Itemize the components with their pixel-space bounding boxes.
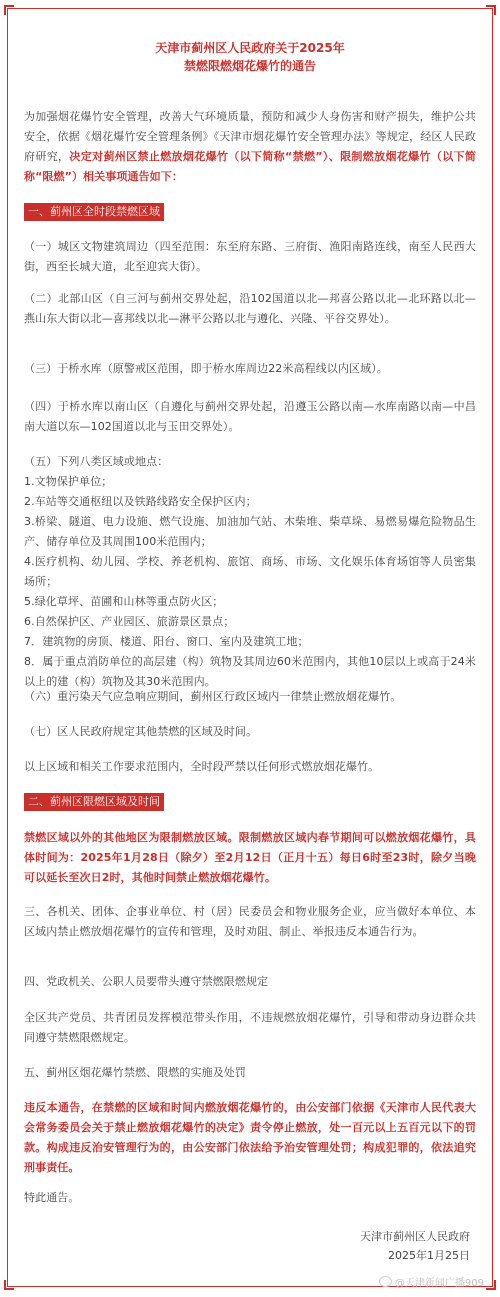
list-item: 2.车站等交通枢纽以及铁路线路安全保护区内； <box>24 495 257 508</box>
section-1-item-2: （二）北部山区（自三河与蓟州交界处起，沿102国道以北—邦喜公路以北—北环路以北—燕山东大街以北—喜邦线以北—淋平公路以北与遵化、兴隆、平谷交界处）。 <box>24 292 476 325</box>
section-1-item-5-intro: （五）下列八类区域或地点： <box>24 455 169 468</box>
title-line-2: 禁燃限燃烟花爆竹的通告 <box>183 59 316 73</box>
weibo-icon <box>379 1276 392 1287</box>
section-1-item-3: （三）于桥水库（原警戒区范围，即于桥水库周边22米高程线以内区域）。 <box>24 362 388 375</box>
section-4-heading: 四、党政机关、公职人员要带头遵守禁燃限燃规定 <box>24 975 269 988</box>
intro-paragraph <box>24 107 476 187</box>
section-1-item-7: （七）区人民政府规定其他禁燃的区域及时间。 <box>24 725 258 738</box>
frame-corner <box>4 1280 14 1290</box>
list-item: 4.医疗机构、幼儿园、学校、养老机构、旅馆、商场、市场、文化娱乐体育场馆等人员密集场所； <box>24 555 476 588</box>
section-5-bold-paragraph: 违反本通告，在禁燃的区域和时间内燃放烟花爆竹的，由公安部门依据《天津市人民代表大会常务委员会关于禁止燃放烟花爆竹的决定》责令停止燃放，处一百元以上五百元以下的罚款。构成违反治安管理行为的，由公安部门依法给予治安管理处罚；构成犯罪的，依法追究刑事责任。 <box>24 1101 476 1174</box>
frame-corner <box>4 5 14 15</box>
section-2-heading: 二、蓟州区限燃区域及时间 <box>24 793 164 811</box>
frame-corner <box>486 1280 496 1290</box>
signature-org: 天津市蓟州区人民政府 <box>360 1230 470 1243</box>
section-4-body: 全区共产党员、共青团员发挥模范带头作用，不违规燃放烟花爆竹，引导和带动身边群众共同遵守禁燃限燃规定。 <box>24 1011 476 1044</box>
list-item: 8．属于重点消防单位的高层建（构）筑物及其周边60米范围内，其他10层以上或高于24米以上的建（构）筑物及其30米范围内。 <box>24 655 476 688</box>
section-1-item-4: （四）于桥水库以南山区（自遵化与蓟州交界处起，沿遵玉公路以南—水库南路以南—中昌南大道以东—102国道以北与玉田交界处）。 <box>24 400 476 433</box>
watermark-text: @天津新闻广播909 <box>394 1278 484 1289</box>
closing-text: 特此通告。 <box>24 1191 80 1204</box>
list-item: 1.文物保护单位； <box>24 475 113 488</box>
intro-bold-text: 决定对蓟州区禁止燃放烟花爆竹（以下简称“禁燃”）、限制燃放烟花爆竹（以下简称“限燃”）相关事项通告如下： <box>24 150 477 183</box>
section-5-heading: 五、蓟州区烟花爆竹禁燃、限燃的实施及处罚 <box>24 1066 246 1079</box>
intro-text: 为加强烟花爆竹安全管理，改善大气环境质量，预防和减少人身伤害和财产损失，维护公共安全，依据《烟花爆竹安全管理条例》《天津市烟花爆竹安全管理办法》等规定，经区人民政府研究， <box>24 110 476 163</box>
title-line-1: 天津市蓟州区人民政府关于2025年 <box>155 41 345 55</box>
section-2-bold-paragraph: 禁燃区域以外的其他地区为限制燃放区域。限制燃放区域内春节期间可以燃放烟花爆竹，具体时间为：2025年1月28日（除夕）至2月12日（正月十五）每日6时至23时，除夕当晚可以延长至次日2时，其他时间禁止燃放烟花爆竹。 <box>24 831 476 884</box>
list-item: 7．建筑物的房顶、楼道、阳台、窗口、室内及建筑工地； <box>24 635 309 648</box>
list-item: 5.绿化草坪、苗圃和山林等重点防火区； <box>24 595 224 608</box>
section-1-item-5-list <box>24 472 476 692</box>
list-item: 6.自然保护区、产业园区、旅游景区景点； <box>24 615 235 628</box>
section-1-summary: 以上区域和相关工作要求范围内，全时段严禁以任何形式燃放烟花爆竹。 <box>24 760 380 773</box>
section-3-paragraph: 三、各机关、团体、企事业单位、村（居）民委员会和物业服务企业，应当做好本单位、本区域内禁止燃放烟花爆竹的宣传和管理，及时劝阻、制止、举报违反本通告行为。 <box>24 905 476 938</box>
section-1-heading: 一、蓟州区全时段禁燃区域 <box>24 203 164 221</box>
signature-date: 2025年1月25日 <box>388 1249 470 1262</box>
section-1-item-1: （一）城区文物建筑周边（四至范围：东至府东路、三府街、渔阳南路连线，南至人民西大街，西至长城大道，北至迎宾大街）。 <box>24 240 476 273</box>
list-item: 3.桥梁、隧道、电力设施、燃气设施、加油加气站、木柴堆、柴草垛、易燃易爆危险物品生产、储存单位及其周围100米范围内； <box>24 515 476 548</box>
section-1-item-6: （六）重污染天气应急响应期间，蓟州区行政区域内一律禁止燃放烟花爆竹。 <box>24 690 402 703</box>
frame-corner <box>486 5 496 15</box>
watermark <box>379 1276 484 1291</box>
